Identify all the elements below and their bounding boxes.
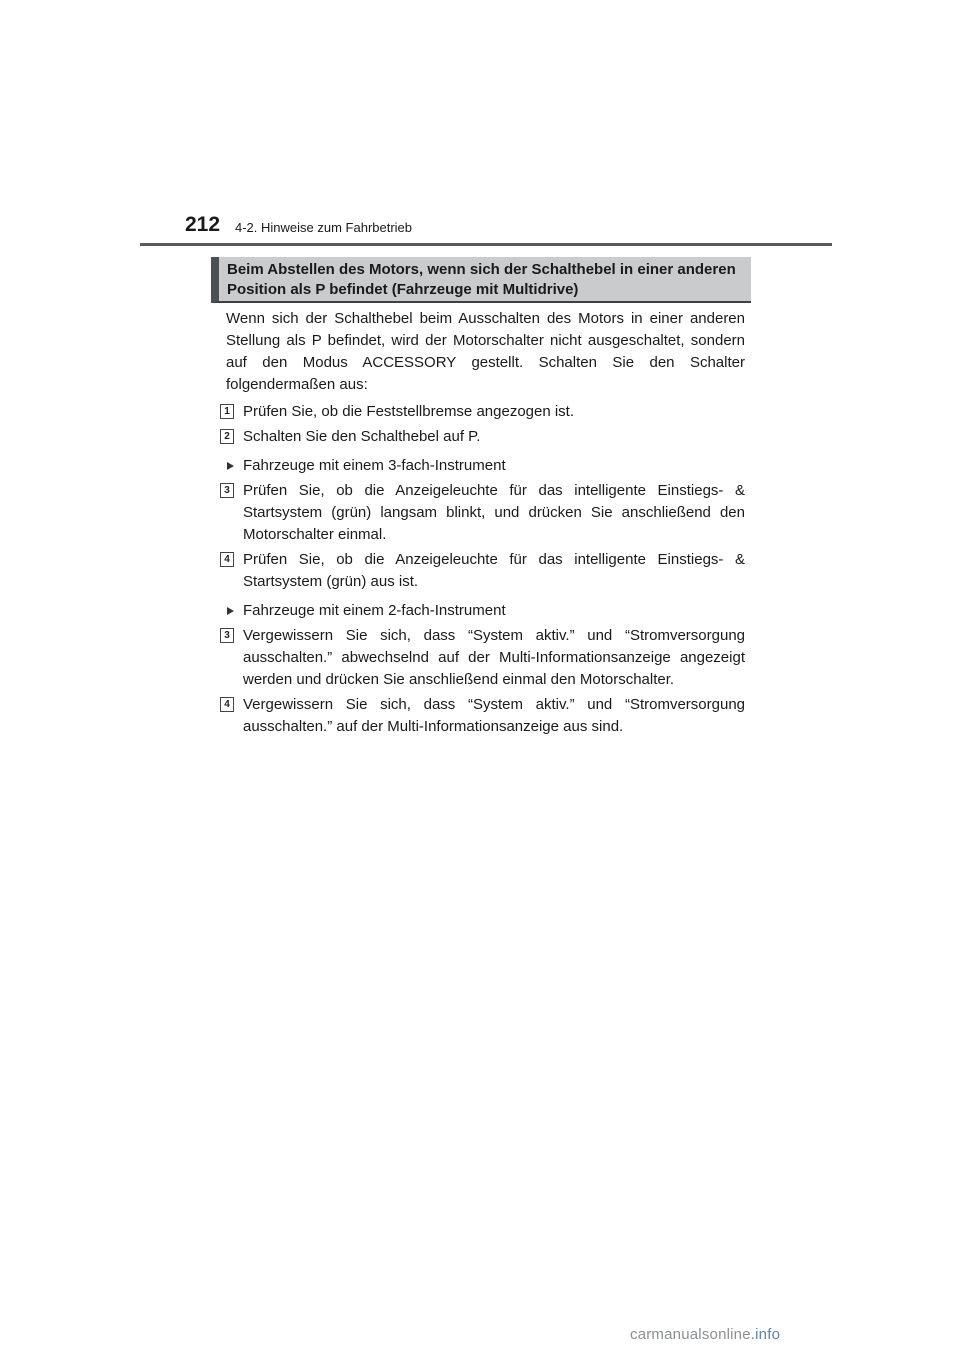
step-1 xyxy=(226,401,745,423)
variant-label: Fahrzeuge mit einem 3-fach-Instrument xyxy=(243,457,506,474)
subheading-text: Beim Abstellen des Motors, wenn sich der Schalthebel in einer anderen Position als P befindet (Fahrzeuge mit Multidrive) xyxy=(227,261,736,298)
header-divider xyxy=(140,243,832,246)
step-text: Prüfen Sie, ob die Anzeigeleuchte für das intelligente Einstiegs- & Startsystem (grün) aus ist. xyxy=(243,551,745,590)
variant-heading-2-fach xyxy=(226,600,745,622)
arrow-right-icon xyxy=(227,607,234,615)
step-number-badge: 3 xyxy=(220,483,234,498)
step-2 xyxy=(226,426,745,448)
watermark-logo xyxy=(630,1326,780,1343)
step-text: Schalten Sie den Schalthebel auf P. xyxy=(243,428,481,445)
step-number-badge: 1 xyxy=(220,404,234,419)
step-number-badge: 4 xyxy=(220,552,234,567)
step-number-badge: 4 xyxy=(220,697,234,712)
step-text: Prüfen Sie, ob die Feststellbremse angezogen ist. xyxy=(243,403,575,420)
intro-paragraph: Wenn sich der Schalthebel beim Ausschalten des Motors in einer anderen Stellung als P befindet, wird der Motorschalter nicht ausgeschaltet, sondern auf den Modus ACCESSORY gestellt. Schalten Sie den Schalter folgendermaßen aus: xyxy=(226,310,745,393)
logo-suffix: .info xyxy=(750,1326,781,1343)
page-body xyxy=(226,308,745,741)
step-4a xyxy=(226,549,745,593)
step-number-badge: 2 xyxy=(220,429,234,444)
logo-text: carmanualsonline xyxy=(630,1326,751,1343)
step-4b xyxy=(226,694,745,738)
step-text: Vergewissern Sie sich, dass “System aktiv.” und “Stromversorgung ausschalten.” auf der Multi-Informationsanzeige aus sind. xyxy=(243,696,745,735)
variant-label: Fahrzeuge mit einem 2-fach-Instrument xyxy=(243,602,506,619)
step-number-badge: 3 xyxy=(220,628,234,643)
step-text: Vergewissern Sie sich, dass “System aktiv.” und “Stromversorgung ausschalten.” abwechselnd auf der Multi-Informationsanzeige angezeigt werden und drücken Sie anschließend einmal den Motorschalter. xyxy=(243,627,745,688)
arrow-right-icon xyxy=(227,462,234,470)
variant-heading-3-fach xyxy=(226,455,745,477)
page-number: 212 xyxy=(185,213,221,236)
subheading-box xyxy=(211,257,751,303)
step-text: Prüfen Sie, ob die Anzeigeleuchte für das intelligente Einstiegs- & Startsystem (grün) langsam blinkt, und drücken Sie anschließend den Motorschalter einmal. xyxy=(243,482,745,543)
step-3b xyxy=(226,625,745,691)
step-3a xyxy=(226,480,745,546)
section-title: 4-2. Hinweise zum Fahrbetrieb xyxy=(235,220,413,235)
